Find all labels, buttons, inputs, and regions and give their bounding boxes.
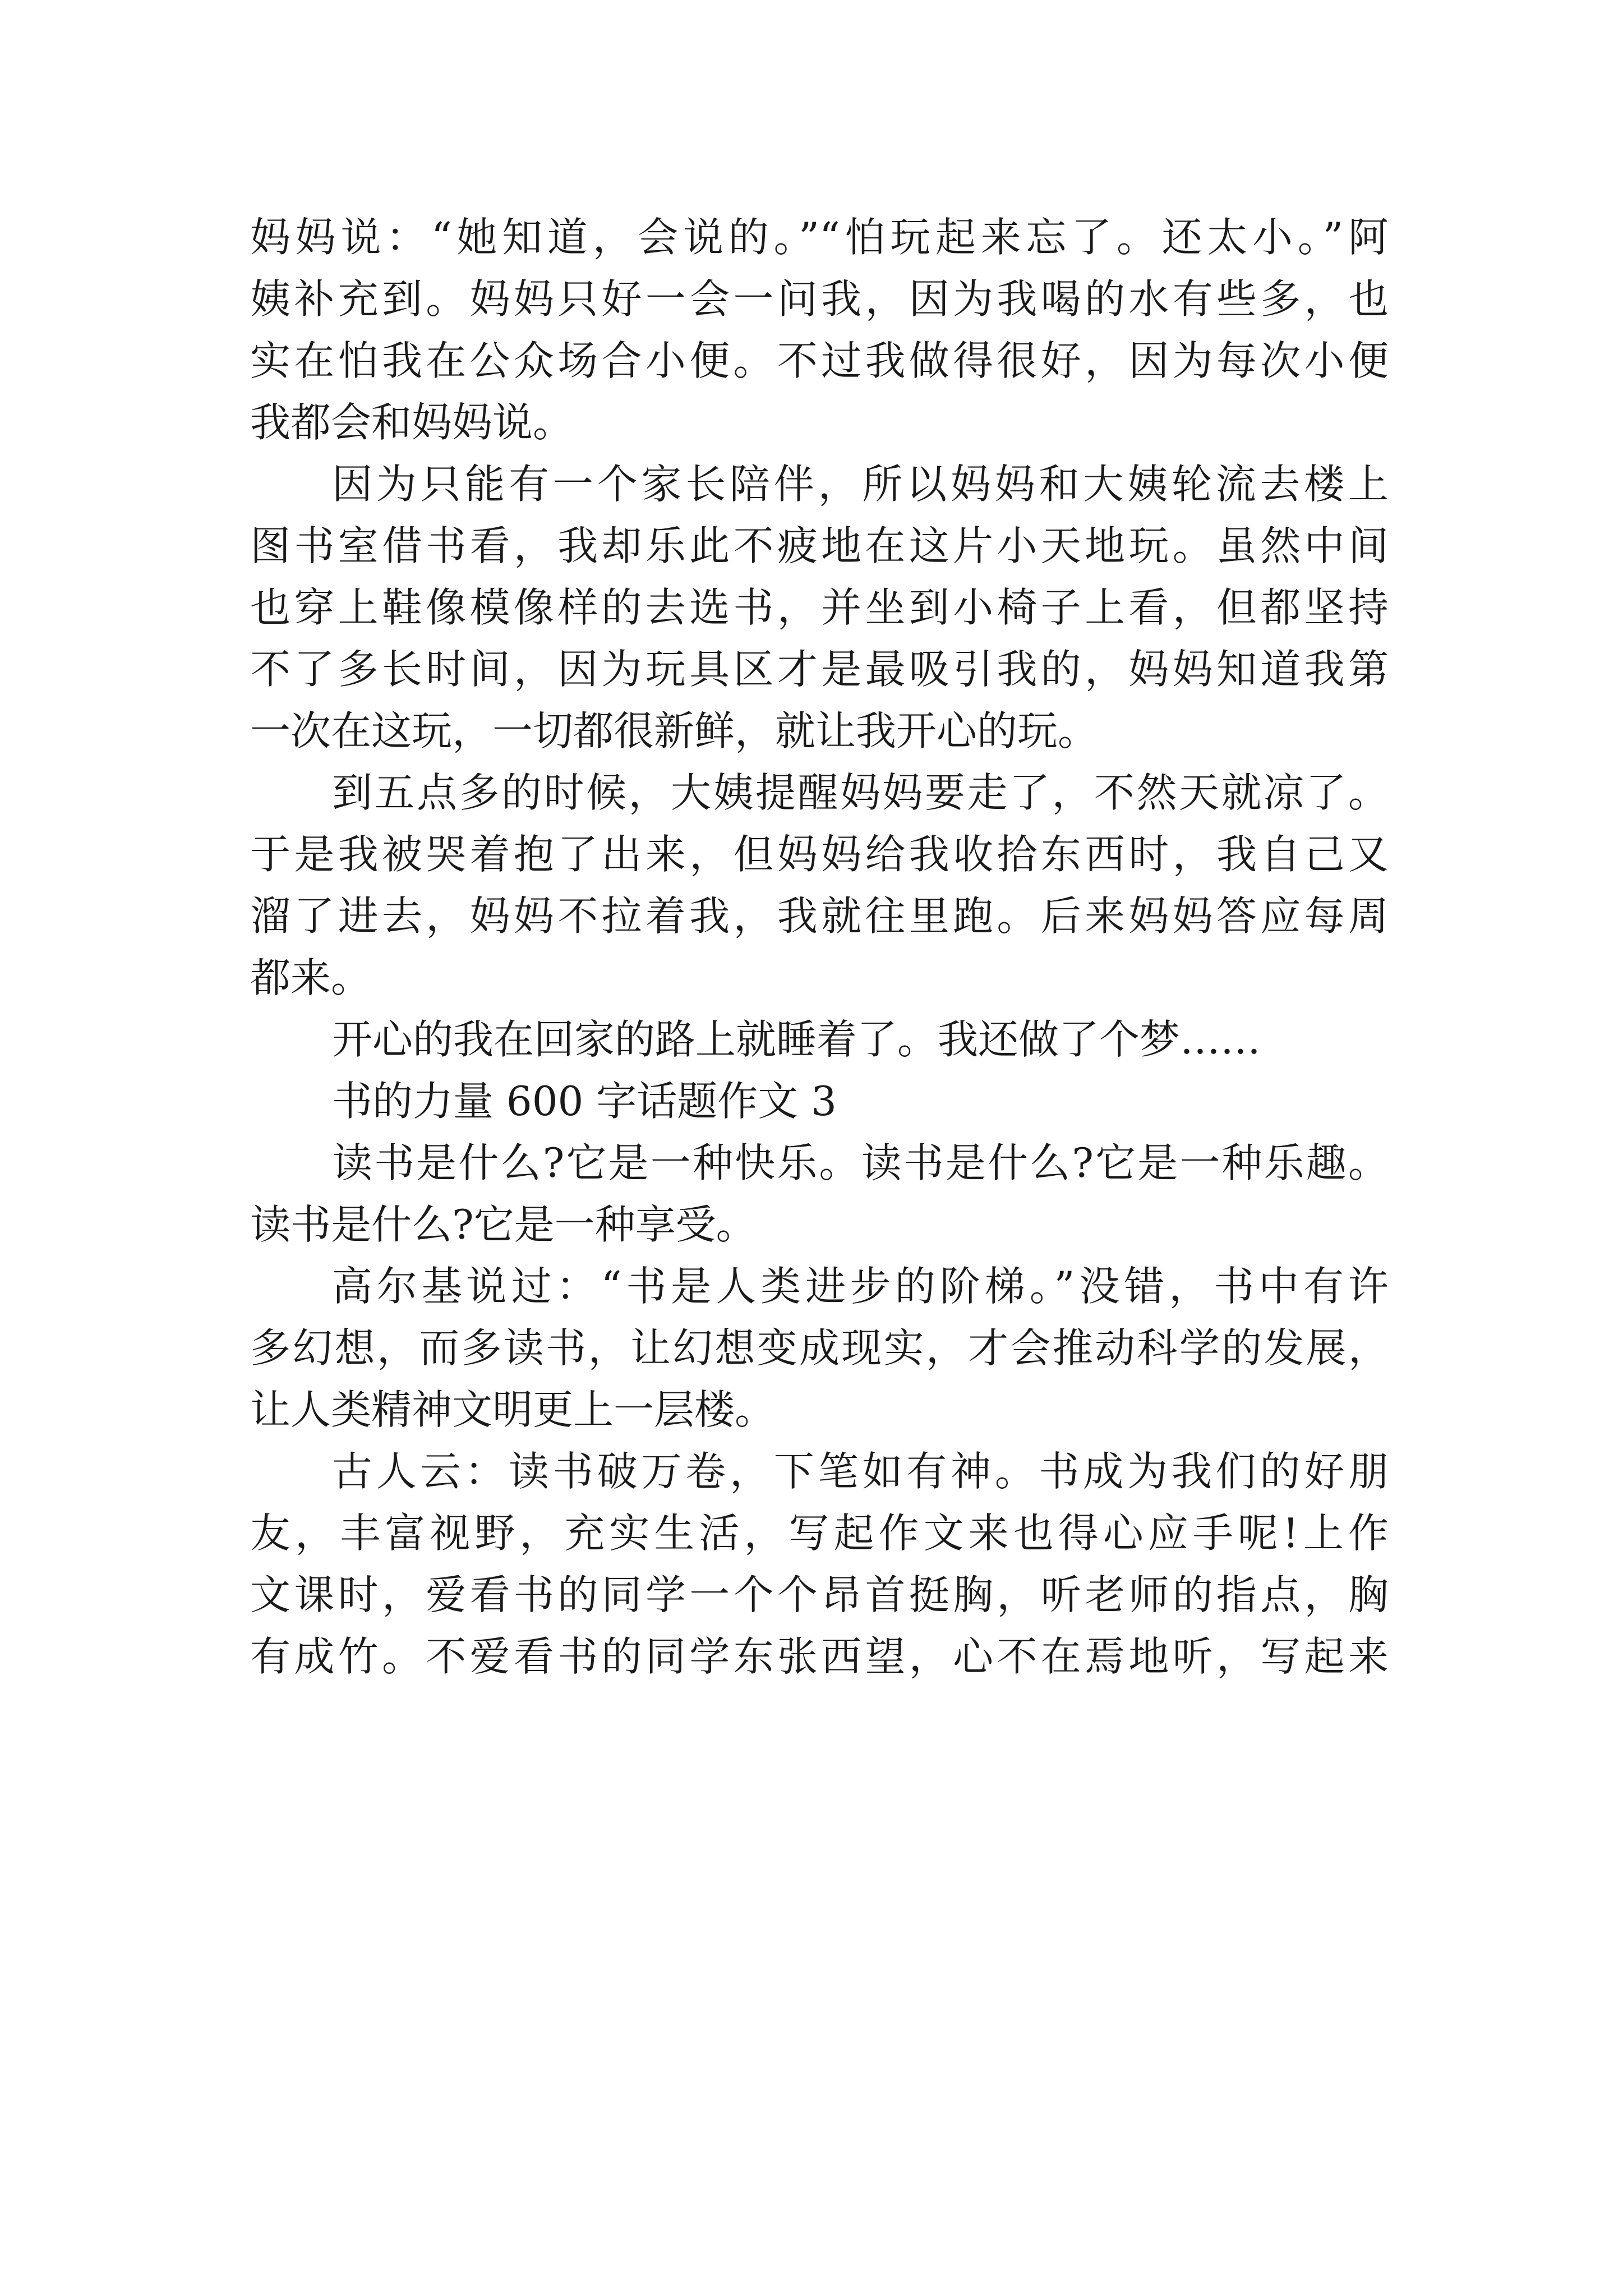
text-line: 实在怕我在公众场合小便。不过我做得很好，因为每次小便	[250, 337, 1389, 384]
text-line: 都来。	[250, 954, 372, 1001]
text-line: 溜了进去，妈妈不拉着我，我就往里跑。后来妈妈答应每周	[250, 892, 1389, 940]
text-line: 也穿上鞋像模像样的去选书，并坐到小椅子上看，但都坚持	[250, 584, 1389, 631]
text-line: 姨补充到。妈妈只好一会一问我，因为我喝的水有些多，也	[250, 275, 1389, 323]
text-line: 文课时，爱看书的同学一个个昂首挺胸，听老师的指点，胸	[250, 1571, 1389, 1618]
section-heading: 书的力量 600 字话题作文 3	[332, 1078, 837, 1125]
text-line: 开心的我在回家的路上就睡着了。我还做了个梦……	[332, 1016, 1261, 1063]
text-line: 读书是什么?它是一种快乐。读书是什么?它是一种乐趣。	[332, 1139, 1389, 1186]
text-line: 古人云：读书破万卷，下笔如有神。书成为我们的好朋	[332, 1448, 1389, 1495]
document-page	[250, 206, 1389, 1687]
text-line: 我都会和妈妈说。	[250, 399, 574, 446]
text-line: 于是我被哭着抱了出来，但妈妈给我收拾东西时，我自己又	[250, 831, 1389, 878]
text-line: 多幻想，而多读书，让幻想变成现实，才会推动科学的发展，	[250, 1324, 1389, 1372]
text-line: 有成竹。不爱看书的同学东张西望，心不在焉地听，写起来	[250, 1633, 1389, 1680]
text-line: 友，丰富视野，充实生活，写起作文来也得心应手呢!上作	[250, 1510, 1389, 1557]
text-line: 因为只能有一个家长陪伴，所以妈妈和大姨轮流去楼上	[332, 461, 1389, 508]
text-line: 到五点多的时候，大姨提醒妈妈要走了，不然天就凉了。	[332, 769, 1389, 816]
text-line: 高尔基说过：“书是人类进步的阶梯。”没错，书中有许	[332, 1263, 1389, 1310]
text-line: 不了多长时间，因为玩具区才是最吸引我的，妈妈知道我第	[250, 646, 1389, 693]
text-line: 妈妈说：“她知道，会说的。”“怕玩起来忘了。还太小。”阿	[250, 214, 1389, 261]
text-line: 读书是什么?它是一种享受。	[250, 1201, 757, 1248]
text-line: 图书室借书看，我却乐此不疲地在这片小天地玩。虽然中间	[250, 522, 1389, 569]
text-line: 一次在这玩，一切都很新鲜，就让我开心的玩。	[250, 707, 1099, 754]
text-line: 让人类精神文明更上一层楼。	[250, 1386, 776, 1433]
